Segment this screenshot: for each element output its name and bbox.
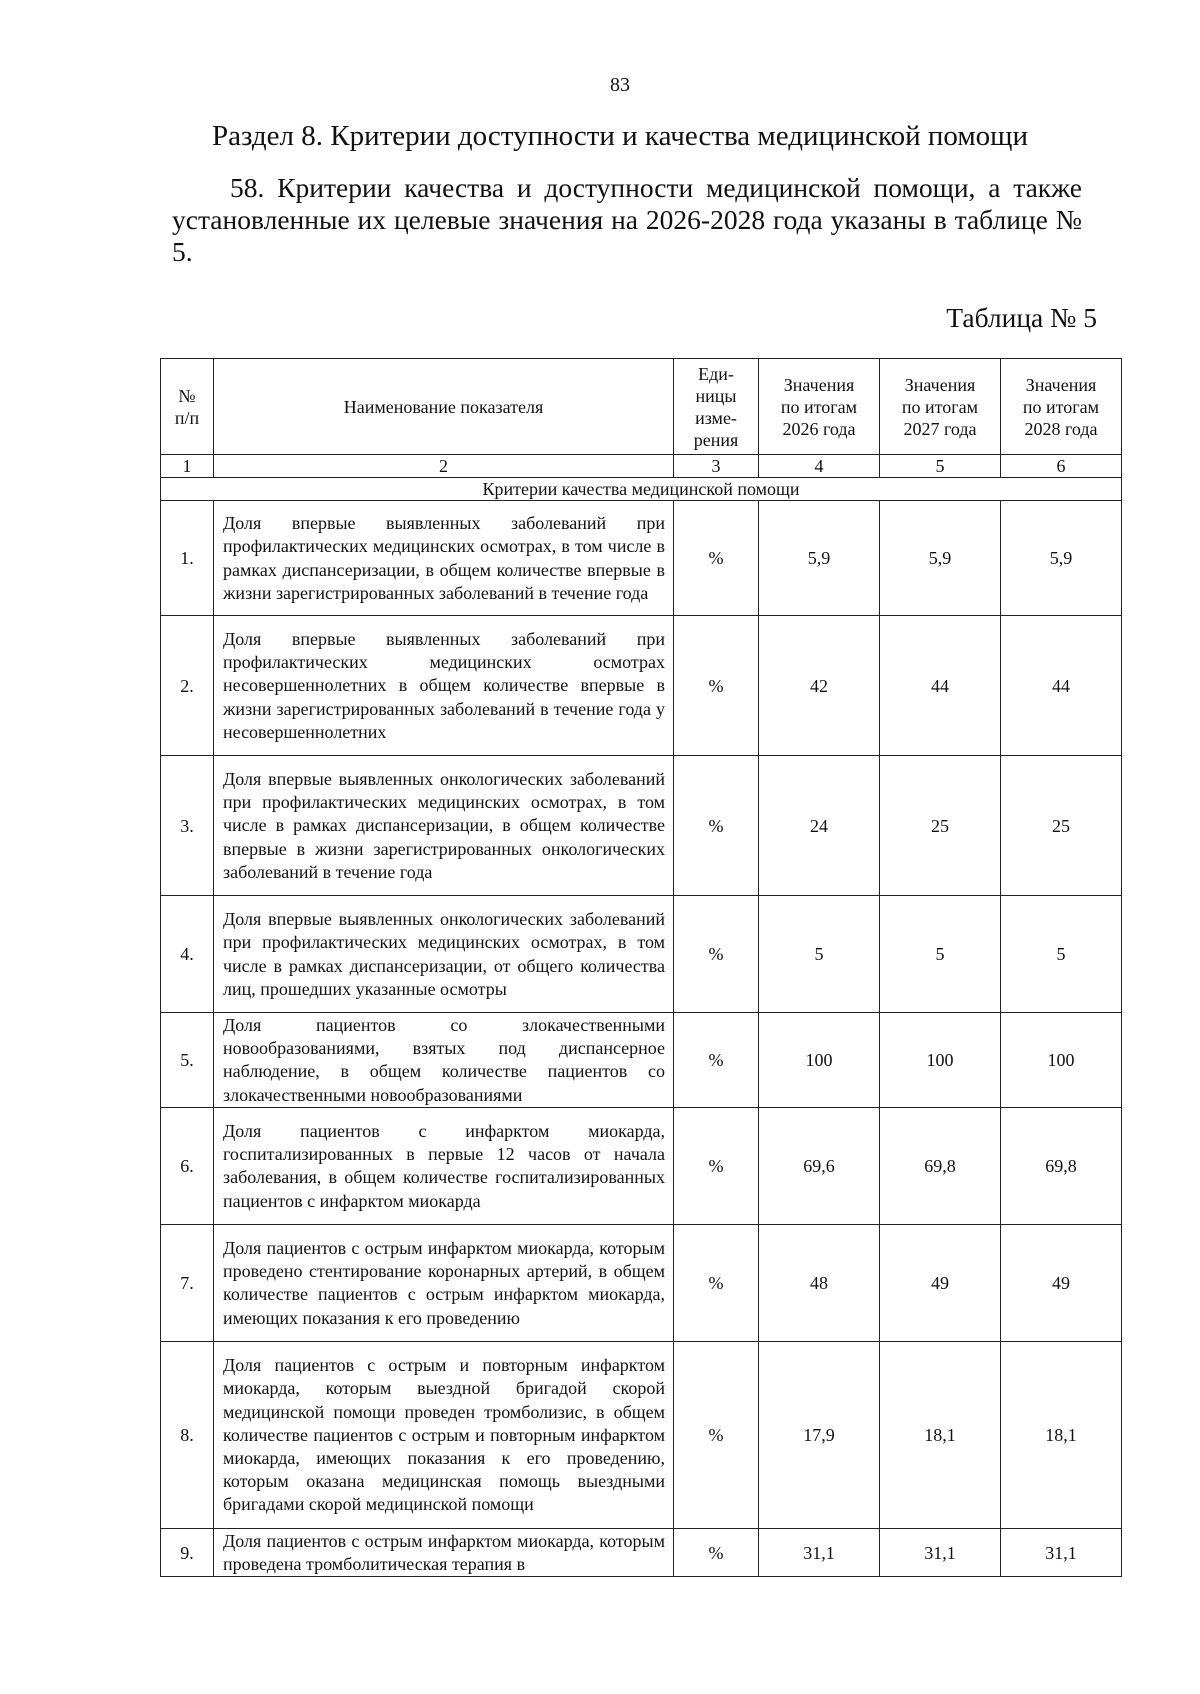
unit: % — [674, 1224, 759, 1341]
unit: % — [674, 1107, 759, 1224]
unit: % — [674, 1341, 759, 1528]
criteria-table — [160, 358, 1122, 1577]
unit: % — [674, 1528, 759, 1576]
column-number-row — [161, 455, 1122, 478]
value-2026: 5 — [759, 896, 880, 1013]
unit: % — [674, 616, 759, 756]
value-2027: 100 — [880, 1013, 1001, 1108]
value-2028: 69,8 — [1001, 1107, 1122, 1224]
table-row — [161, 1528, 1122, 1576]
indicator-name: Доля пациентов со злокачественными новообразованиями, взятых под диспансерное наблюдение, в общем количестве пациентов со злокачественными новообразованиями — [214, 1013, 674, 1108]
table-row — [161, 501, 1122, 616]
row-number: 7. — [161, 1224, 214, 1341]
column-number: 5 — [880, 455, 1001, 478]
value-2026: 5,9 — [759, 501, 880, 616]
value-2028: 100 — [1001, 1013, 1122, 1108]
column-number: 1 — [161, 455, 214, 478]
value-2027: 44 — [880, 616, 1001, 756]
indicator-name: Доля пациентов с острым инфарктом миокарда, которым проведено стентирование коронарных артерий, в общем количестве пациентов с острым инфарктом миокарда, имеющих показания к его проведению — [214, 1224, 674, 1341]
unit: % — [674, 1013, 759, 1108]
row-number: 8. — [161, 1341, 214, 1528]
indicator-name: Доля впервые выявленных заболеваний при профилактических медицинских осмотрах несовершеннолетних в общем количестве впервые в жизни зарегистрированных заболеваний в течение года у несовершеннолетних — [214, 616, 674, 756]
value-2028: 31,1 — [1001, 1528, 1122, 1576]
value-2028: 5 — [1001, 896, 1122, 1013]
table-row — [161, 756, 1122, 896]
indicator-name: Доля пациентов с инфарктом миокарда, госпитализированных в первые 12 часов от начала заболевания, в общем количестве госпитализированных пациентов с инфарктом миокарда — [214, 1107, 674, 1224]
indicator-name: Доля пациентов с острым инфарктом миокарда, которым проведена тромболитическая терапия в — [214, 1528, 674, 1576]
indicator-name: Доля пациентов с острым и повторным инфарктом миокарда, которым выездной бригадой скорой медицинской помощи проведен тромболизис, в общем количестве пациентов с острым и повторным инфарктом миокарда, имеющих показания к его проведению, которым оказана медицинская помощь выездными бригадами скорой медицинской помощи — [214, 1341, 674, 1528]
header-2027: Значения по итогам 2027 года — [880, 359, 1001, 455]
header-unit: Еди-ницы изме-рения — [674, 359, 759, 455]
table-caption: Таблица № 5 — [946, 302, 1097, 333]
value-2027: 31,1 — [880, 1528, 1001, 1576]
value-2026: 100 — [759, 1013, 880, 1108]
value-2027: 69,8 — [880, 1107, 1001, 1224]
row-number: 2. — [161, 616, 214, 756]
indicator-name: Доля впервые выявленных онкологических заболеваний при профилактических медицинских осмотрах, в том числе в рамках диспансеризации, от общего количества лиц, прошедших указанные осмотры — [214, 896, 674, 1013]
unit: % — [674, 896, 759, 1013]
column-number: 4 — [759, 455, 880, 478]
table-row — [161, 1013, 1122, 1108]
value-2027: 25 — [880, 756, 1001, 896]
table-row — [161, 1107, 1122, 1224]
row-number: 6. — [161, 1107, 214, 1224]
value-2026: 17,9 — [759, 1341, 880, 1528]
unit: % — [674, 756, 759, 896]
value-2026: 48 — [759, 1224, 880, 1341]
indicator-name: Доля впервые выявленных онкологических заболеваний при профилактических медицинских осмотрах, в том числе в рамках диспансеризации, в общем количестве впервые в жизни зарегистрированных онкологических заболеваний в течение года — [214, 756, 674, 896]
section-title: Раздел 8. Критерии доступности и качества медицинской помощи — [211, 120, 1029, 152]
header-number: № п/п — [161, 359, 214, 455]
column-number: 6 — [1001, 455, 1122, 478]
column-number: 3 — [674, 455, 759, 478]
indicator-name: Доля впервые выявленных заболеваний при профилактических медицинских осмотрах, в том числе в рамках диспансеризации, в общем количестве впервые в жизни зарегистрированных заболеваний в течение года — [214, 501, 674, 616]
row-number: 3. — [161, 756, 214, 896]
value-2027: 49 — [880, 1224, 1001, 1341]
row-number: 9. — [161, 1528, 214, 1576]
table-row — [161, 1341, 1122, 1528]
value-2026: 24 — [759, 756, 880, 896]
column-number: 2 — [214, 455, 674, 478]
table-row — [161, 896, 1122, 1013]
header-name: Наименование показателя — [214, 359, 674, 455]
group-title: Критерии качества медицинской помощи — [161, 478, 1122, 501]
table-row — [161, 1224, 1122, 1341]
value-2028: 49 — [1001, 1224, 1122, 1341]
header-2026: Значения по итогам 2026 года — [759, 359, 880, 455]
value-2028: 18,1 — [1001, 1341, 1122, 1528]
row-number: 4. — [161, 896, 214, 1013]
page-number: 83 — [610, 74, 630, 96]
row-number: 1. — [161, 501, 214, 616]
value-2028: 25 — [1001, 756, 1122, 896]
value-2027: 18,1 — [880, 1341, 1001, 1528]
intro-paragraph: 58. Критерии качества и доступности медицинской помощи, а также установленные их целевые значения на 2026-2028 года указаны в таблице № 5. — [172, 172, 1082, 267]
value-2026: 69,6 — [759, 1107, 880, 1224]
value-2026: 31,1 — [759, 1528, 880, 1576]
group-row — [161, 478, 1122, 501]
unit: % — [674, 501, 759, 616]
header-2028: Значения по итогам 2028 года — [1001, 359, 1122, 455]
value-2026: 42 — [759, 616, 880, 756]
value-2028: 5,9 — [1001, 501, 1122, 616]
table-row — [161, 616, 1122, 756]
row-number: 5. — [161, 1013, 214, 1108]
value-2028: 44 — [1001, 616, 1122, 756]
value-2027: 5 — [880, 896, 1001, 1013]
value-2027: 5,9 — [880, 501, 1001, 616]
